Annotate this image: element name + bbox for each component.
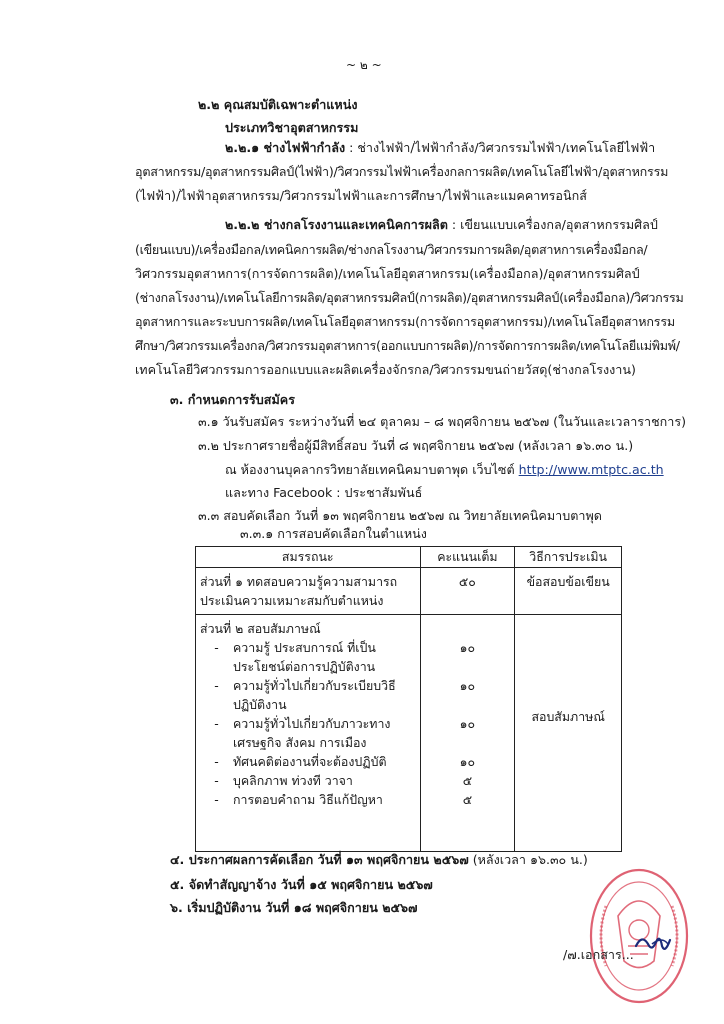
section-3-heading: ๓. กำหนดการรับสมัคร xyxy=(170,392,295,407)
item-text: บุคลิกภาพ ท่วงที วาจา xyxy=(233,773,353,788)
list-item xyxy=(200,752,416,771)
section-2-2-2-line1 xyxy=(225,217,658,233)
list-item xyxy=(200,638,416,657)
website-link[interactable]: http://www.mtptc.ac.th xyxy=(518,462,664,477)
part1-score: ๕๐ xyxy=(420,568,515,615)
section-2-2-subheading: ประเภทวิชาอุตสาหกรรม xyxy=(225,120,359,135)
item-score: ๑๐ xyxy=(459,716,476,731)
section-2-2-2-line4: (ช่างกลโรงงาน)/เทคโนโลยีการผลิต/อุตสาหกรรมศิลป์(การผลิต)/อุตสาหกรรมศิลป์(เครื่องมือกล)/วิศวกรรม xyxy=(135,290,684,305)
item-text: ประโยชน์ต่อการปฏิบัติงาน xyxy=(233,659,376,674)
item-text: ปฏิบัติงาน xyxy=(233,697,287,712)
section-3-3-1: ๓.๓.๑ การสอบคัดเลือกในตำแหน่ง xyxy=(240,526,427,541)
section-4 xyxy=(170,852,588,868)
section-2-2-2-line7: เทคโนโลยีวิศวกรรมการออกแบบและผลิตเครื่องจักรกล/วิศวกรรมขนถ่ายวัสดุ(ช่างกลโรงงาน) xyxy=(135,362,636,377)
item-score: ๑๐ xyxy=(459,754,476,769)
item-dash: - xyxy=(214,678,219,693)
section-3-2-facebook: และทาง Facebook : ประชาสัมพันธ์ xyxy=(225,485,423,500)
item-score: ๑๐ xyxy=(459,678,476,693)
section-2-2-2-line6: ศึกษา/วิศวกรรมเครื่องกล/วิศวกรรมอุตสาหการ(ออกแบบการผลิต)/การจัดการการผลิต/เทคโนโลยีแม่พิมพ์/ xyxy=(135,338,680,353)
section-2-2-1-title: ๒.๒.๑ ช่างไฟฟ้ากำลัง xyxy=(225,140,346,155)
part2-title: ส่วนที่ ๒ สอบสัมภาษณ์ xyxy=(200,621,321,636)
part1-cell xyxy=(196,568,421,615)
part1-method: ข้อสอบข้อเขียน xyxy=(515,568,622,615)
header-full-score: คะแนนเต็ม xyxy=(420,547,515,568)
list-item xyxy=(200,771,416,790)
part2-scores xyxy=(420,615,515,852)
header-method: วิธีการประเมิน xyxy=(515,547,622,568)
section-2-2-2-text: : เขียนแบบเครื่องกล/อุตสาหกรรมศิลป์ xyxy=(447,217,658,232)
table-header-row xyxy=(196,547,622,568)
part2-cell xyxy=(196,615,421,852)
section-4-note: (หลังเวลา ๑๖.๓๐ น.) xyxy=(468,852,588,867)
part2-method-cell xyxy=(515,615,622,852)
item-dash: - xyxy=(214,754,219,769)
item-score: ๕ xyxy=(462,792,473,807)
item-text: ความรู้ ประสบการณ์ ที่เป็น xyxy=(233,640,376,655)
item-text: ความรู้ทั่วไปเกี่ยวกับภาวะทาง xyxy=(233,716,391,731)
table-row xyxy=(196,615,622,852)
section-2-2-1-line3: (ไฟฟ้า)/ไฟฟ้าอุตสาหกรรม/วิศวกรรมไฟฟ้าและการศึกษา/ไฟฟ้าและแมคคาทรอนิกส์ xyxy=(135,188,587,203)
section-3-1: ๓.๑ วันรับสมัคร ระหว่างวันที่ ๒๔ ตุลาคม – ๘ พฤศจิกายน ๒๕๖๗ (ในวันและเวลาราชการ) xyxy=(198,414,687,429)
list-item-cont xyxy=(200,695,416,714)
section-4-title: ๔. ประกาศผลการคัดเลือก วันที่ ๑๓ พฤศจิกายน ๒๕๖๗ xyxy=(170,852,469,867)
section-2-2-1-line1 xyxy=(225,140,655,156)
list-item xyxy=(200,676,416,695)
continuation-note: /๗.เอกสาร... xyxy=(563,947,634,962)
section-2-2-2-line2: (เขียนแบบ)/เครื่องมือกล/เทคนิคการผลิต/ช่างกลโรงงาน/วิศวกรรมการผลิต/อุตสาหการเครื่องมือกล/ xyxy=(135,242,648,257)
section-2-2-2-line5: อุตสาหการและระบบการผลิต/เทคโนโลยีอุตสาหกรรม(การจัดการอุตสาหกรรม)/เทคโนโลยีอุตสาหกรรม xyxy=(135,314,676,329)
section-6: ๖. เริ่มปฏิบัติงาน วันที่ ๑๘ พฤศจิกายน ๒๕๖๗ xyxy=(170,900,418,915)
part2-method: สอบสัมภาษณ์ xyxy=(531,709,605,724)
table-row xyxy=(196,568,622,615)
section-2-2-2-title: ๒.๒.๒ ช่างกลโรงงานและเทคนิคการผลิต xyxy=(225,217,448,232)
item-text: เศรษฐกิจ สังคม การเมือง xyxy=(233,735,367,750)
item-text: ทัศนคติต่องานที่จะต้องปฏิบัติ xyxy=(233,754,387,769)
signature-icon xyxy=(632,930,676,958)
section-2-2-2-line3: วิศวกรรมอุตสาหการ(การจัดการผลิต)/เทคโนโลยีอุตสาหกรรม(เครื่องมือกล)/อุตสาหกรรมศิลป์ xyxy=(135,266,640,281)
part1-title: ส่วนที่ ๑ ทดสอบความรู้ความสามารถ xyxy=(200,574,398,589)
item-dash: - xyxy=(214,792,219,807)
location-text: ณ ห้องงานบุคลากรวิทยาลัยเทคนิคมาบตาพุด เว็บไซต์ xyxy=(225,462,519,477)
item-text: การตอบคำถาม วิธีแก้ปัญหา xyxy=(233,792,383,807)
section-2-2-1-text: : ช่างไฟฟ้า/ไฟฟ้ากำลัง/วิศวกรรมไฟฟ้า/เทคโนโลยีไฟฟ้า xyxy=(345,140,656,155)
section-3-3: ๓.๓ สอบคัดเลือก วันที่ ๑๓ พฤศจิกายน ๒๕๖๗ ณ วิทยาลัยเทคนิคมาบตาพุด xyxy=(198,508,602,523)
section-3-2: ๓.๒ ประกาศรายชื่อผู้มีสิทธิ์สอบ วันที่ ๘ พฤศจิกายน ๒๕๖๗ (หลังเวลา ๑๖.๓๐ น.) xyxy=(198,438,634,453)
section-5: ๕. จัดทำสัญญาจ้าง วันที่ ๑๕ พฤศจิกายน ๒๕๖๗ xyxy=(170,877,433,892)
item-text: ความรู้ทั่วไปเกี่ยวกับระเบียบวิธี xyxy=(233,678,396,693)
item-score: ๑๐ xyxy=(459,640,476,655)
part1-desc: ประเมินความเหมาะสมกับตำแหน่ง xyxy=(200,593,384,608)
page-number: ~ ๒ ~ xyxy=(346,58,382,72)
list-item-cont xyxy=(200,657,416,676)
list-item-cont xyxy=(200,733,416,752)
section-3-2-location xyxy=(225,462,664,478)
list-item xyxy=(200,714,416,733)
section-2-2-1-line2: อุตสาหกรรม/อุตสาหกรรมศิลป์(ไฟฟ้า)/วิศวกรรมไฟฟ้าเครื่องกลการผลิต/เทคโนโลยีไฟฟ้า/อุตสาหกรรม xyxy=(135,164,669,179)
selection-criteria-table xyxy=(195,546,622,852)
header-competency: สมรรถนะ xyxy=(196,547,421,568)
item-score: ๕ xyxy=(462,773,473,788)
item-dash: - xyxy=(214,716,219,731)
item-dash: - xyxy=(214,773,219,788)
item-dash: - xyxy=(214,640,219,655)
list-item xyxy=(200,790,416,809)
section-2-2-heading: ๒.๒ คุณสมบัติเฉพาะตำแหน่ง xyxy=(198,97,358,112)
